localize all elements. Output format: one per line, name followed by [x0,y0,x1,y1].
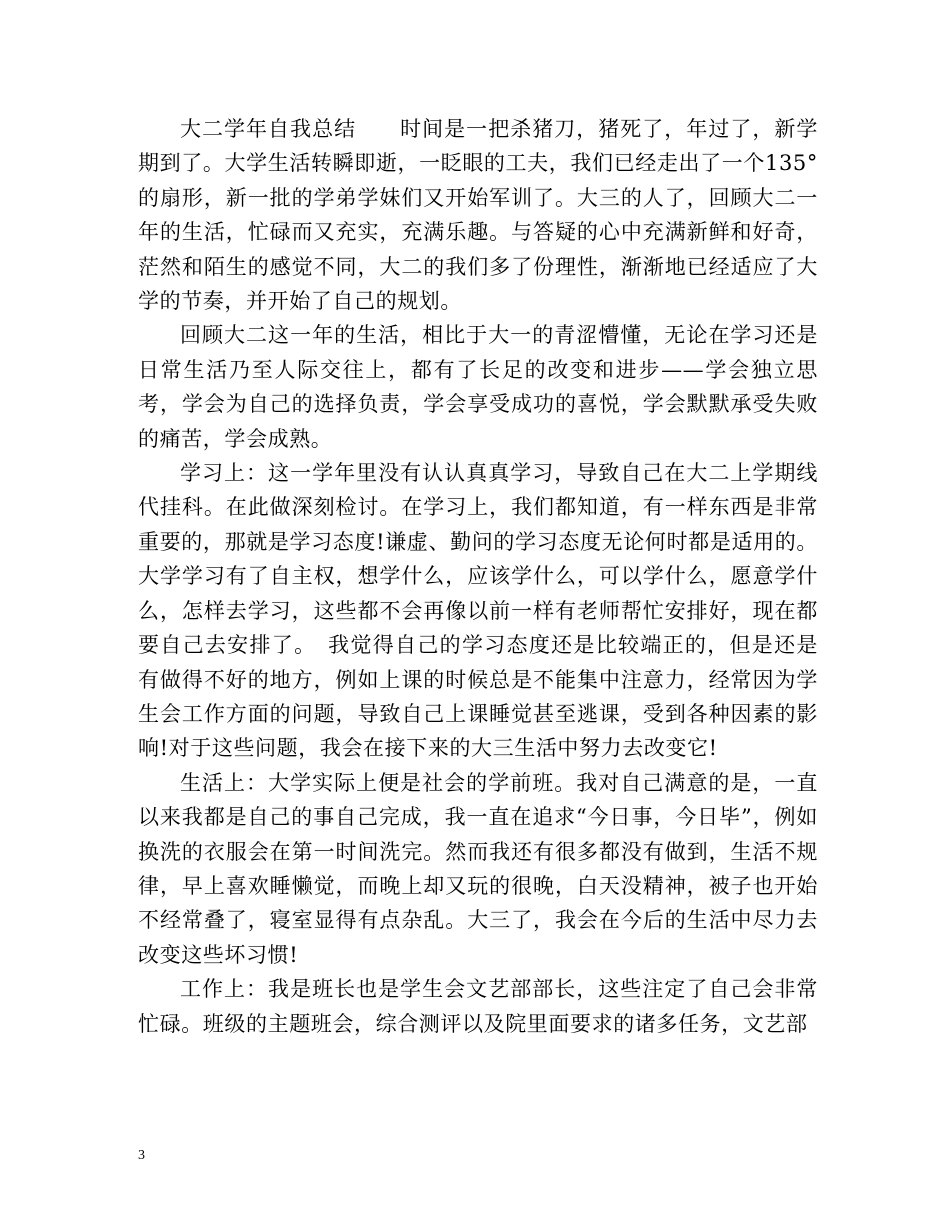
paragraph-review: 回顾大二这一年的生活，相比于大一的青涩懵懂，无论在学习还是日常生活乃至人际交往上，都有了长足的改变和进步——学会独立思考，学会为自己的选择负责，学会享受成功的喜悦，学会默默承受失败的痛苦，学会成熟。 [138,323,818,451]
paragraph-study: 学习上：这一学年里没有认认真真学习，导致自己在大二上学期线代挂科。在此做深刻检讨。在学习上，我们都知道，有一样东西是非常重要的，那就是学习态度!谦虚、勤问的学习态度无论何时都是适用的。大学学习有了自主权，想学什么，应该学什么，可以学什么，愿意学什么，怎样去学习，这些都不会再像以前一样有老师帮忙安排好，现在都要自己去安排了。 我觉得自己的学习态度还是比较端正的，但是还是有做得不好的地方，例如上课的时候总是不能集中注意力，经常因为学生会工作方面的问题，导致自己上课睡觉甚至逃课，受到各种因素的影响!对于这些问题，我会在接下来的大三生活中努力去改变它! [138,461,818,761]
paragraph-intro: 大二学年自我总结 时间是一把杀猪刀，猪死了，年过了，新学期到了。大学生活转瞬即逝，一眨眼的工夫，我们已经走出了一个135° 的扇形，新一批的学弟学妹们又开始军训了。大三的人了，回顾大二一年的生活，忙碌而又充实，充满乐趣。与答疑的心中充满新鲜和好奇，茫然和陌生的感觉不同，大二的我们多了份理性，渐渐地已经适应了大学的节奏，并开始了自己的规划。 [138,117,818,314]
page-number: 3 [138,1148,145,1163]
paragraph-life: 生活上：大学实际上便是社会的学前班。我对自己满意的是，一直以来我都是自己的事自己完成，我一直在追求“今日事，今日毕”，例如换洗的衣服会在第一时间洗完。然而我还有很多都没有做到，生活不规律，早上喜欢睡懒觉，而晚上却又玩的很晚，白天没精神，被子也开始不经常叠了，寝室显得有点杂乱。大三了，我会在今后的生活中尽力去改变这些坏习惯! [138,770,818,967]
document-body [138,112,818,1041]
paragraph-work: 工作上：我是班长也是学生会文艺部部长，这些注定了自己会非常忙碌。班级的主题班会，综合测评以及院里面要求的诸多任务，文艺部 [138,977,818,1036]
